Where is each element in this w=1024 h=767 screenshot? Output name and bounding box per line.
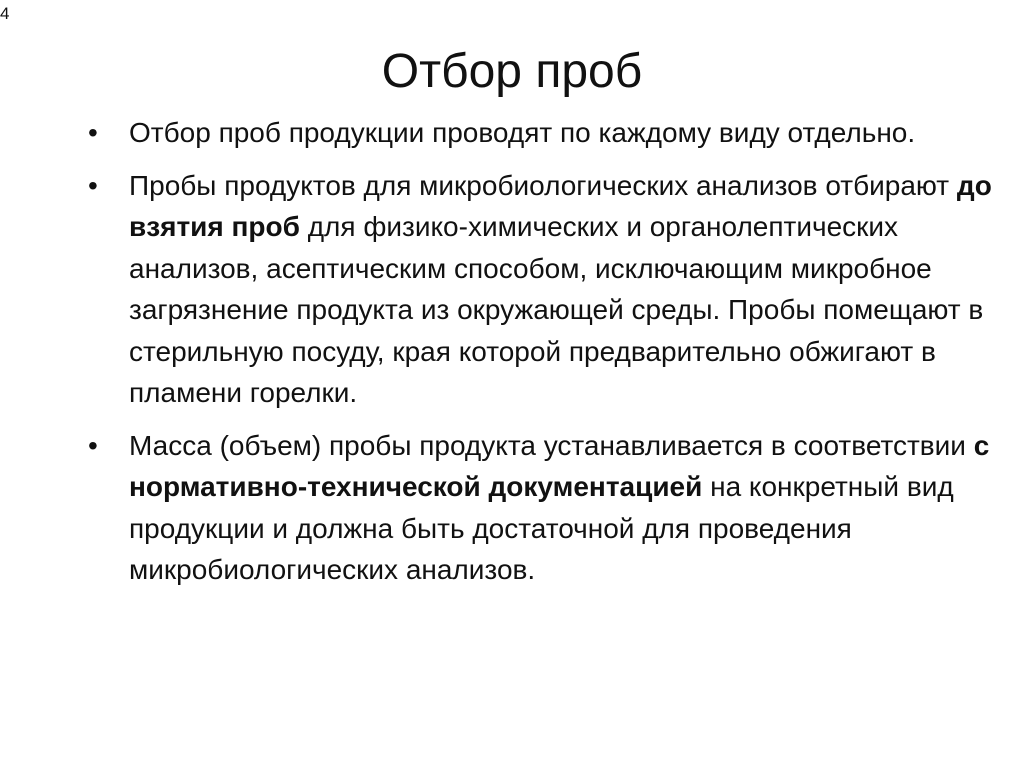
bullet-text: Пробы продуктов для микробиологических анализов отбирают	[129, 169, 957, 201]
bullet-icon: •	[88, 429, 98, 461]
bullet-text: Отбор проб продукции проводят по каждому виду отдельно.	[129, 117, 916, 148]
bullet-text-continued: на конкретный вид продукции и должна быть достаточной для проведения микробиологических анализов.	[129, 471, 954, 585]
slide-title: Отбор проб	[381, 45, 643, 98]
bullet-item-2	[88, 165, 1008, 414]
bullet-emphasis: до взятия проб	[129, 169, 992, 242]
bullet-icon: •	[88, 117, 98, 148]
slide-number: 4	[0, 4, 10, 23]
bullet-icon: •	[88, 169, 98, 201]
bullet-text-continued: для физико-химических и органолептических анализов, асептическим способом, исключающим микробное загрязнение продукта из окружающей среды. Пробы помещают в стерильную посуду, края которой предварительно обжигают в пламени горелки.	[129, 211, 984, 408]
bullet-list	[88, 112, 1008, 602]
bullet-text: Масса (объем) пробы продукта устанавливается в соответствии	[129, 429, 974, 461]
bullet-item-3	[88, 425, 1008, 591]
bullet-item-1	[88, 112, 1008, 154]
bullet-emphasis: с нормативно-технической документацией	[129, 429, 990, 502]
